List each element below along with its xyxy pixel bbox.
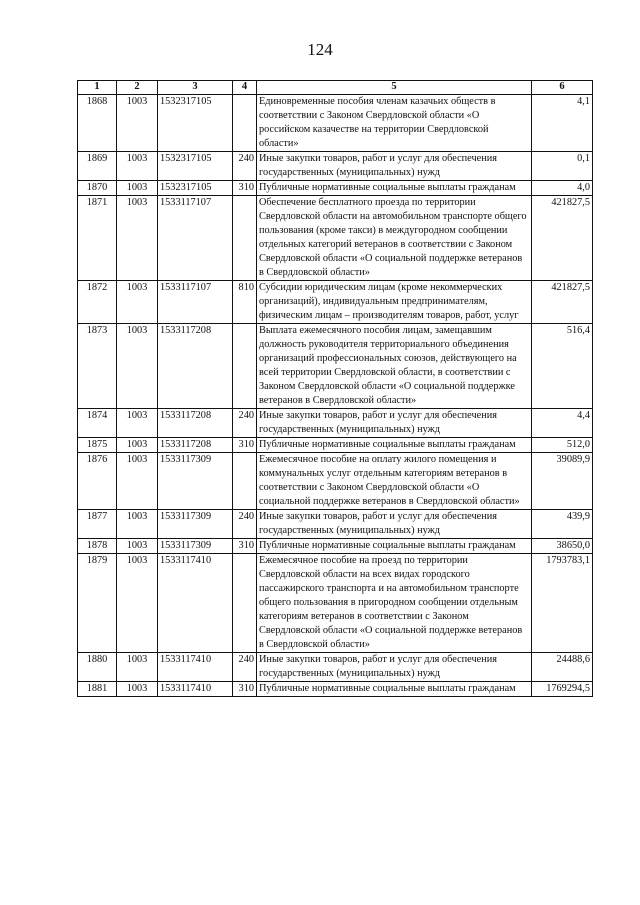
target-article-code: 1533117410 <box>158 682 233 697</box>
row-number: 1871 <box>78 196 117 281</box>
target-article-code: 1533117410 <box>158 653 233 682</box>
row-number: 1870 <box>78 181 117 196</box>
amount: 39089,9 <box>532 453 593 510</box>
row-number: 1872 <box>78 281 117 324</box>
table-row <box>78 682 593 697</box>
item-name: Выплата ежемесячного пособия лицам, замещавшим должность руководителя территориального объединения организаций профессиональных союзов, действующего на всей территории Свердловской области, в соответствии с Законом Свердловской области «О социальной поддержке ветеранов в Свердловской области» <box>257 324 532 409</box>
expense-type-code: 240 <box>233 152 257 181</box>
amount: 512,0 <box>532 438 593 453</box>
header-col-6: 6 <box>532 81 593 95</box>
table-row <box>78 539 593 554</box>
target-article-code: 1533117107 <box>158 281 233 324</box>
expense-type-code <box>233 196 257 281</box>
target-article-code: 1533117309 <box>158 539 233 554</box>
amount: 1769294,5 <box>532 682 593 697</box>
row-number: 1874 <box>78 409 117 438</box>
amount: 38650,0 <box>532 539 593 554</box>
expense-type-code: 240 <box>233 653 257 682</box>
target-article-code: 1533117208 <box>158 324 233 409</box>
section-code: 1003 <box>117 653 158 682</box>
expense-type-code <box>233 324 257 409</box>
item-name: Обеспечение бесплатного проезда по территории Свердловской области на автомобильном транспорте общего пользования (кроме такси) в междугородном сообщении отдельных категорий ветеранов в соответствии с Законом Свердловской области «О социальной поддержке ветеранов в Свердловской области» <box>257 196 532 281</box>
expense-type-code <box>233 554 257 653</box>
item-name: Единовременные пособия членам казачьих обществ в соответствии с Законом Свердловской области «О российском казачестве на территории Свердловской области» <box>257 95 532 152</box>
expense-type-code: 240 <box>233 409 257 438</box>
expense-type-code: 310 <box>233 682 257 697</box>
budget-table <box>77 80 593 697</box>
expense-type-code: 240 <box>233 510 257 539</box>
amount: 0,1 <box>532 152 593 181</box>
section-code: 1003 <box>117 539 158 554</box>
section-code: 1003 <box>117 453 158 510</box>
row-number: 1873 <box>78 324 117 409</box>
item-name: Публичные нормативные социальные выплаты гражданам <box>257 181 532 196</box>
expense-type-code <box>233 95 257 152</box>
target-article-code: 1532317105 <box>158 95 233 152</box>
item-name: Ежемесячное пособие на проезд по территории Свердловской области на всех видах городского пассажирского транспорта и на автомобильном транспорте общего пользования в пригородном сообщении отдельным категориям ветеранов в соответствии с Законом Свердловской области «О социальной поддержке ветеранов в Свердловской области» <box>257 554 532 653</box>
table-row <box>78 409 593 438</box>
row-number: 1876 <box>78 453 117 510</box>
target-article-code: 1533117107 <box>158 196 233 281</box>
item-name: Субсидии юридическим лицам (кроме некоммерческих организаций), индивидуальным предпринимателям, физическим лицам – производителям товаров, работ, услуг <box>257 281 532 324</box>
table-row <box>78 510 593 539</box>
row-number: 1875 <box>78 438 117 453</box>
row-number: 1878 <box>78 539 117 554</box>
table-row <box>78 181 593 196</box>
amount: 4,1 <box>532 95 593 152</box>
amount: 439,9 <box>532 510 593 539</box>
target-article-code: 1532317105 <box>158 181 233 196</box>
target-article-code: 1533117410 <box>158 554 233 653</box>
target-article-code: 1533117309 <box>158 510 233 539</box>
header-col-3: 3 <box>158 81 233 95</box>
item-name: Иные закупки товаров, работ и услуг для обеспечения государственных (муниципальных) нужд <box>257 510 532 539</box>
header-col-4: 4 <box>233 81 257 95</box>
table-row <box>78 196 593 281</box>
section-code: 1003 <box>117 324 158 409</box>
table-row <box>78 152 593 181</box>
amount: 4,4 <box>532 409 593 438</box>
section-code: 1003 <box>117 510 158 539</box>
page-number: 124 <box>307 40 333 59</box>
section-code: 1003 <box>117 554 158 653</box>
header-col-1: 1 <box>78 81 117 95</box>
target-article-code: 1533117208 <box>158 409 233 438</box>
header-col-5: 5 <box>257 81 532 95</box>
section-code: 1003 <box>117 281 158 324</box>
item-name: Ежемесячное пособие на оплату жилого помещения и коммунальных услуг отдельным категориям ветеранов в соответствии с Законом Свердловской области «О социальной поддержке ветеранов в Свердловской области» <box>257 453 532 510</box>
section-code: 1003 <box>117 409 158 438</box>
item-name: Иные закупки товаров, работ и услуг для обеспечения государственных (муниципальных) нужд <box>257 152 532 181</box>
table-row <box>78 281 593 324</box>
expense-type-code: 310 <box>233 539 257 554</box>
row-number: 1881 <box>78 682 117 697</box>
amount: 516,4 <box>532 324 593 409</box>
item-name: Иные закупки товаров, работ и услуг для обеспечения государственных (муниципальных) нужд <box>257 653 532 682</box>
target-article-code: 1533117208 <box>158 438 233 453</box>
section-code: 1003 <box>117 682 158 697</box>
item-name: Публичные нормативные социальные выплаты гражданам <box>257 682 532 697</box>
row-number: 1869 <box>78 152 117 181</box>
amount: 1793783,1 <box>532 554 593 653</box>
table-row <box>78 95 593 152</box>
amount: 4,0 <box>532 181 593 196</box>
expense-type-code: 310 <box>233 181 257 196</box>
amount: 421827,5 <box>532 281 593 324</box>
item-name: Публичные нормативные социальные выплаты гражданам <box>257 539 532 554</box>
table-row <box>78 438 593 453</box>
header-row <box>78 81 593 95</box>
table-row <box>78 324 593 409</box>
table-row <box>78 453 593 510</box>
expense-type-code: 810 <box>233 281 257 324</box>
target-article-code: 1532317105 <box>158 152 233 181</box>
header-col-2: 2 <box>117 81 158 95</box>
target-article-code: 1533117309 <box>158 453 233 510</box>
table-row <box>78 653 593 682</box>
expense-type-code: 310 <box>233 438 257 453</box>
item-name: Публичные нормативные социальные выплаты гражданам <box>257 438 532 453</box>
section-code: 1003 <box>117 196 158 281</box>
section-code: 1003 <box>117 95 158 152</box>
table-row <box>78 554 593 653</box>
section-code: 1003 <box>117 181 158 196</box>
section-code: 1003 <box>117 152 158 181</box>
item-name: Иные закупки товаров, работ и услуг для обеспечения государственных (муниципальных) нужд <box>257 409 532 438</box>
amount: 421827,5 <box>532 196 593 281</box>
expense-type-code <box>233 453 257 510</box>
row-number: 1877 <box>78 510 117 539</box>
row-number: 1879 <box>78 554 117 653</box>
section-code: 1003 <box>117 438 158 453</box>
row-number: 1868 <box>78 95 117 152</box>
row-number: 1880 <box>78 653 117 682</box>
amount: 24488,6 <box>532 653 593 682</box>
